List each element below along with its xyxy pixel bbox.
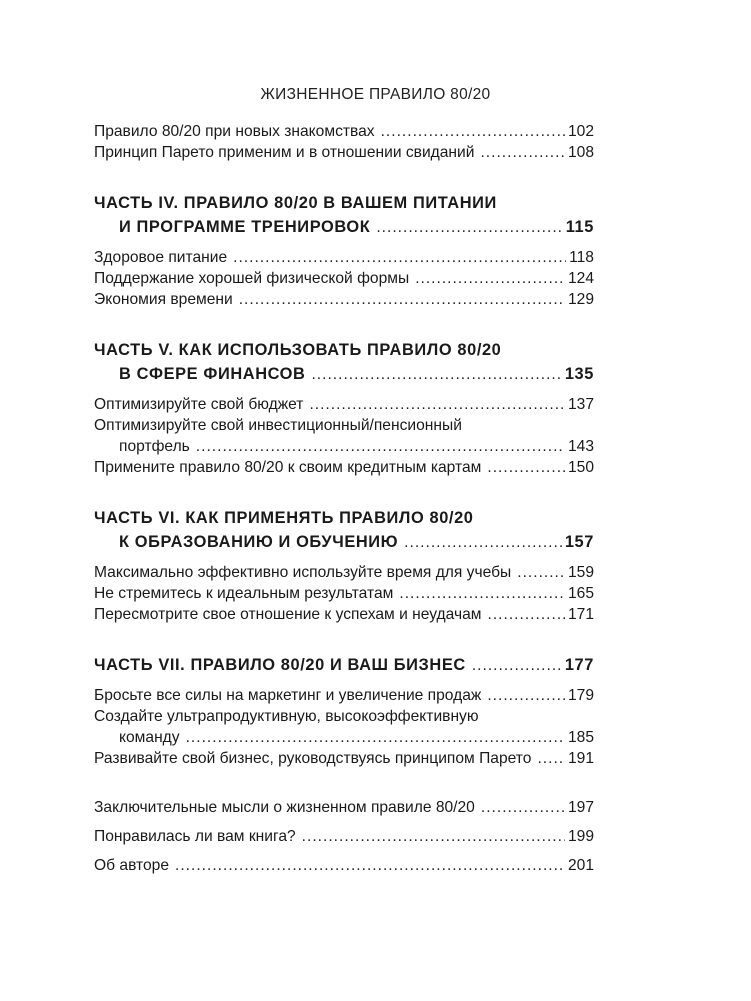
toc-entry-page: 124 xyxy=(567,270,594,287)
toc-entry-title: Здоровое питание xyxy=(94,249,228,266)
toc-entry-page: 143 xyxy=(567,438,594,455)
toc-entry[interactable] xyxy=(94,797,594,818)
toc-entry-page: 191 xyxy=(567,750,594,767)
toc-entry-page: 179 xyxy=(567,687,594,704)
toc-entry[interactable] xyxy=(94,121,594,142)
toc-entry-title: Развивайте свой бизнес, руководствуясь принципом Парето xyxy=(94,750,532,767)
toc-entry[interactable] xyxy=(94,855,594,876)
toc-entry-page: 137 xyxy=(567,396,594,413)
part-5-heading[interactable] xyxy=(94,362,594,386)
dot-leader xyxy=(311,363,561,387)
toc-entry-title: Об авторе xyxy=(94,857,169,874)
toc-entry[interactable] xyxy=(94,247,594,268)
toc-entry-page: 118 xyxy=(569,249,594,266)
toc-entry-title: Понравилась ли вам книга? xyxy=(94,828,296,845)
toc-entry-title: Экономия времени xyxy=(94,291,233,308)
dot-leader xyxy=(404,531,562,555)
table-of-contents xyxy=(94,121,594,876)
dot-leader xyxy=(381,121,565,142)
toc-entry[interactable] xyxy=(94,826,594,847)
toc-entry[interactable] xyxy=(94,289,594,310)
toc-entry-title: Бросьте все силы на маркетинг и увеличение продаж xyxy=(94,687,482,704)
toc-entry-page: 165 xyxy=(567,585,594,602)
running-header: ЖИЗНЕННОЕ ПРАВИЛО 80/20 xyxy=(260,86,491,103)
toc-entry[interactable] xyxy=(94,727,594,748)
toc-entry-page: 201 xyxy=(567,857,594,874)
part-6-heading[interactable] xyxy=(94,530,594,554)
toc-entry-title: Не стремитесь к идеальным результатам xyxy=(94,585,394,602)
toc-entry-title: Правило 80/20 при новых знакомствах xyxy=(94,123,375,140)
dot-leader xyxy=(175,855,565,876)
dot-leader xyxy=(196,436,565,457)
toc-entry-page: 102 xyxy=(567,123,594,140)
part-7-page: 177 xyxy=(564,656,594,674)
toc-entry[interactable] xyxy=(94,604,594,625)
toc-entry[interactable] xyxy=(94,685,594,706)
toc-entry-title: Пересмотрите свое отношение к успехам и неудачам xyxy=(94,606,482,623)
toc-entry-title: Заключительные мысли о жизненном правиле 80/20 xyxy=(94,799,475,816)
toc-entry[interactable] xyxy=(94,436,594,457)
toc-entry-page: 197 xyxy=(567,799,594,816)
toc-entry-title-line2: портфель xyxy=(119,438,190,455)
part-4-heading[interactable] xyxy=(94,215,594,239)
toc-entry[interactable] xyxy=(94,268,594,289)
toc-entry[interactable] xyxy=(94,583,594,604)
part-6-heading-line1[interactable]: ЧАСТЬ VI. КАК ПРИМЕНЯТЬ ПРАВИЛО 80/20 xyxy=(94,509,474,527)
toc-entry-page: 150 xyxy=(567,459,594,476)
dot-leader xyxy=(480,142,565,163)
part-6-heading-line2: К ОБРАЗОВАНИЮ И ОБУЧЕНИЮ xyxy=(119,533,399,551)
dot-leader xyxy=(487,457,565,478)
part-4-heading-line1[interactable]: ЧАСТЬ IV. ПРАВИЛО 80/20 В ВАШЕМ ПИТАНИИ xyxy=(94,194,497,212)
toc-entry-page: 108 xyxy=(567,144,594,161)
toc-entry[interactable] xyxy=(94,142,594,163)
dot-leader xyxy=(309,394,565,415)
dot-leader xyxy=(517,562,565,583)
toc-entry[interactable] xyxy=(94,748,594,769)
part-7-heading-title: ЧАСТЬ VII. ПРАВИЛО 80/20 И ВАШ БИЗНЕС xyxy=(94,656,466,674)
toc-entry-page: 185 xyxy=(567,729,594,746)
dot-leader xyxy=(481,797,565,818)
toc-entry-title: Максимально эффективно используйте время для учебы xyxy=(94,564,512,581)
part-4-page: 115 xyxy=(565,218,594,236)
toc-entry-title-line1[interactable]: Оптимизируйте свой инвестиционный/пенсионный xyxy=(94,417,462,434)
toc-entry[interactable] xyxy=(94,457,594,478)
part-5-heading-line1[interactable]: ЧАСТЬ V. КАК ИСПОЛЬЗОВАТЬ ПРАВИЛО 80/20 xyxy=(94,341,502,359)
part-6-page: 157 xyxy=(564,533,594,551)
toc-entry-page: 199 xyxy=(567,828,594,845)
part-7-heading[interactable] xyxy=(94,653,594,677)
toc-entry-page: 171 xyxy=(567,606,594,623)
dot-leader xyxy=(399,583,565,604)
toc-entry-title-line2: команду xyxy=(119,729,180,746)
toc-entry[interactable] xyxy=(94,562,594,583)
part-5-heading-line2: В СФЕРЕ ФИНАНСОВ xyxy=(119,365,306,383)
dot-leader xyxy=(302,826,565,847)
dot-leader xyxy=(487,685,565,706)
part-5-page: 135 xyxy=(564,365,594,383)
toc-entry-title-line1[interactable]: Создайте ультрапродуктивную, высокоэффективную xyxy=(94,708,479,725)
dot-leader xyxy=(537,748,565,769)
part-4-heading-line2: И ПРОГРАММЕ ТРЕНИРОВОК xyxy=(119,218,371,236)
dot-leader xyxy=(233,247,566,268)
toc-entry-title: Поддержание хорошей физической формы xyxy=(94,270,410,287)
toc-entry-title: Принцип Парето применим и в отношении свиданий xyxy=(94,144,475,161)
dot-leader xyxy=(239,289,565,310)
dot-leader xyxy=(186,727,565,748)
toc-entry-title: Примените правило 80/20 к своим кредитным картам xyxy=(94,459,482,476)
dot-leader xyxy=(376,216,562,240)
dot-leader xyxy=(415,268,565,289)
toc-entry[interactable] xyxy=(94,394,594,415)
dot-leader xyxy=(472,654,562,678)
toc-entry-title: Оптимизируйте свой бюджет xyxy=(94,396,304,413)
dot-leader xyxy=(488,604,565,625)
toc-entry-page: 129 xyxy=(567,291,594,308)
toc-entry-page: 159 xyxy=(567,564,594,581)
